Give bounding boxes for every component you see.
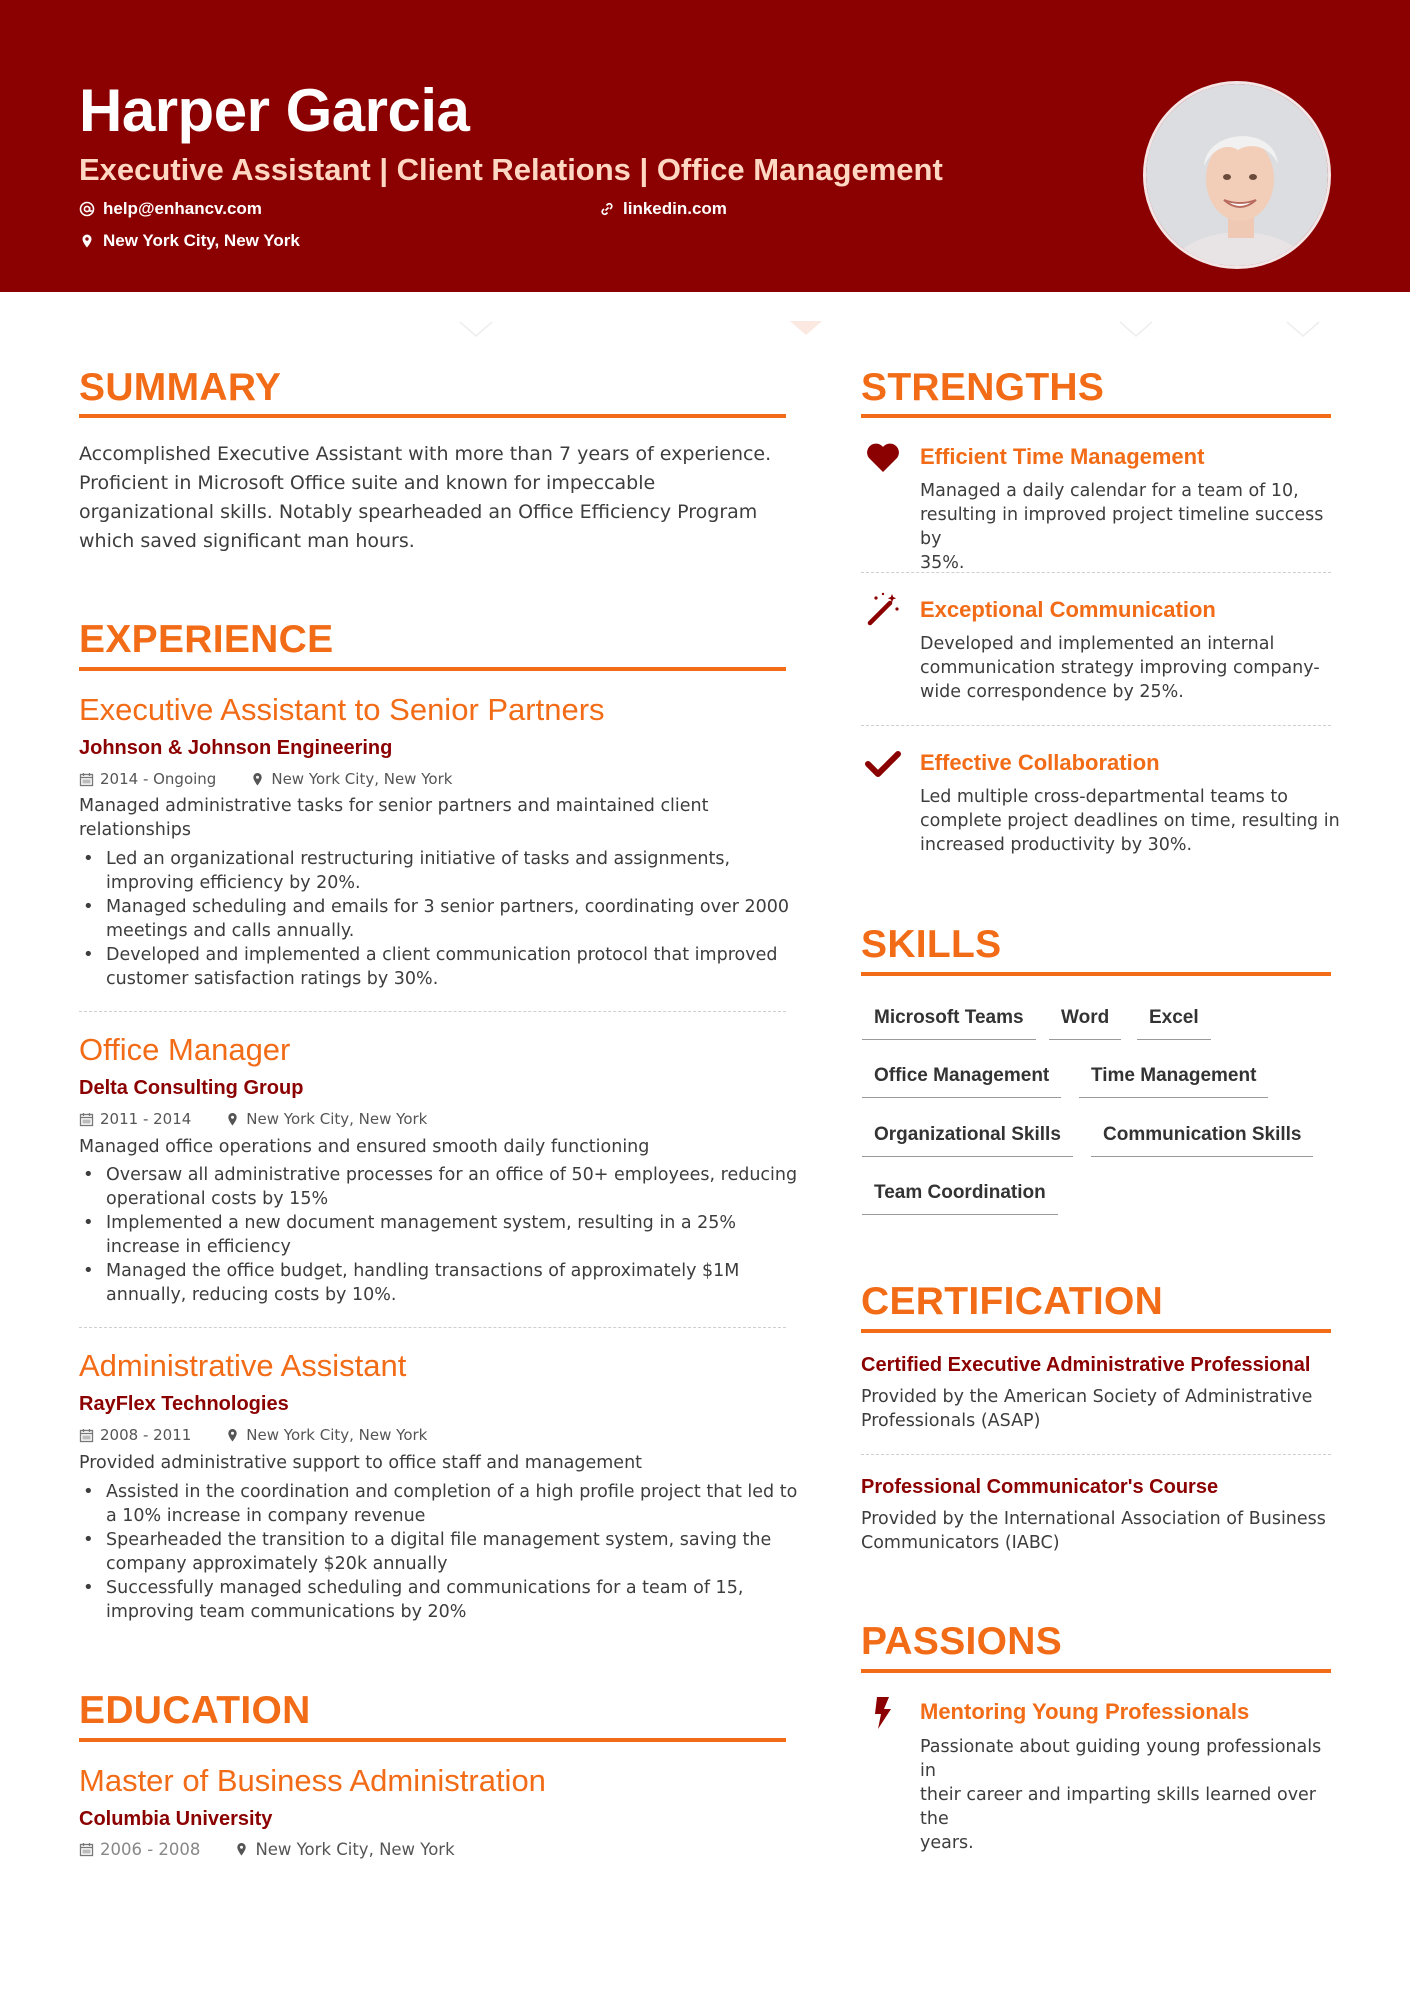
experience-heading: EXPERIENCE [79,618,334,661]
bullet-item: • Managed scheduling and emails for 3 senior partners, coordinating over 2000 meetings and calls annually. [79,895,799,943]
skill-tag: Communication Skills [1091,1124,1313,1157]
job-location: New York City, New York [246,1426,428,1444]
job-dates: 2011 - 2014 [100,1110,192,1128]
job-bullets [79,1163,799,1307]
education-meta [79,1840,455,1859]
location-text: New York City, New York [103,231,300,250]
bullet-item: • Developed and implemented a client communication protocol that improved customer satisfaction ratings by 30%. [79,943,799,991]
bullet-item: • Led an organizational restructuring initiative of tasks and assignments, improving efficiency by 20%. [79,847,799,895]
education-location: New York City, New York [255,1840,455,1859]
job-description: Managed office operations and ensured smooth daily functioning [79,1137,650,1157]
passion-line: years. [920,1833,974,1853]
certification-description [861,1507,1331,1555]
magic-wand-icon [864,590,902,628]
strength-line: complete project deadlines on time, resulting in [920,811,1340,831]
bullet-item: • Implemented a new document management system, resulting in a 25% increase in efficiency [79,1211,799,1259]
company-name: RayFlex Technologies [79,1393,289,1415]
certification-line: Communicators (IABC) [861,1533,1060,1553]
passion-line: Passionate about guiding young professionals in [920,1737,1322,1781]
passion-title: Mentoring Young Professionals [920,1699,1250,1724]
passions-heading: PASSIONS [861,1620,1063,1663]
school-name: Columbia University [79,1808,273,1830]
job-title: Executive Assistant to Senior Partners [79,692,605,727]
education-dates: 2006 - 2008 [100,1840,201,1859]
skill-tag: Time Management [1079,1065,1268,1098]
profile-photo [1143,81,1331,269]
job-meta [79,1110,427,1128]
job-dates: 2014 - Ongoing [100,770,217,788]
divider [861,572,1331,573]
strengths-heading: STRENGTHS [861,366,1105,409]
job-dates: 2008 - 2011 [100,1426,192,1444]
link-icon [599,201,615,217]
certification-line: Professionals (ASAP) [861,1411,1041,1431]
job-bullets [79,847,799,991]
location-pin-icon [250,772,265,787]
skill-tag: Word [1049,1007,1121,1040]
candidate-name: Harper Garcia [79,77,470,144]
location-contact [79,231,300,251]
divider [79,1011,786,1012]
skills-rule [861,972,1331,976]
location-pin-icon [79,233,95,249]
summary-line: Accomplished Executive Assistant with more than 7 years of experience. [79,443,772,465]
experience-rule [79,667,786,671]
divider [861,1454,1331,1455]
strength-line: resulting in improved project timeline success by [920,505,1324,549]
strengths-rule [861,414,1331,418]
summary-text [79,440,799,556]
passions-rule [861,1669,1331,1673]
degree-title: Master of Business Administration [79,1763,546,1798]
job-title: Office Manager [79,1032,291,1067]
strength-title: Exceptional Communication [920,597,1216,622]
strength-line: Developed and implemented an internal [920,634,1275,654]
linkedin-text: linkedin.com [623,199,727,218]
candidate-title: Executive Assistant | Client Relations | Office Management [79,152,943,187]
email-contact[interactable] [79,199,262,219]
divider [861,725,1331,726]
calendar-icon [79,1428,94,1443]
passion-line: their career and imparting skills learned over the [920,1785,1317,1829]
passion-description [920,1735,1340,1855]
strength-title: Efficient Time Management [920,444,1205,469]
strength-line: Managed a daily calendar for a team of 10, [920,481,1299,501]
job-location: New York City, New York [271,770,453,788]
calendar-icon [79,1842,94,1857]
education-heading: EDUCATION [79,1689,311,1732]
strength-line: 35%. [920,553,965,573]
strength-title: Effective Collaboration [920,750,1160,775]
bullet-item: • Assisted in the coordination and completion of a high profile project that led to a 10% increase in company revenue [79,1480,799,1528]
skill-tag: Microsoft Teams [862,1007,1036,1040]
job-description: Managed administrative tasks for senior partners and maintained client relationships [79,796,709,840]
decorative-chevron [1285,320,1321,338]
summary-heading: SUMMARY [79,366,282,409]
job-meta [79,770,452,788]
job-meta [79,1426,427,1444]
strength-description [920,632,1340,704]
linkedin-contact[interactable] [599,199,727,219]
lightning-icon [864,1694,902,1732]
certification-title: Professional Communicator's Course [861,1476,1219,1498]
education-rule [79,1738,786,1742]
divider [79,1327,786,1328]
certification-title: Certified Executive Administrative Professional [861,1354,1311,1376]
skill-tag: Office Management [862,1065,1061,1098]
location-pin-icon [234,1842,249,1857]
heart-icon [864,438,902,476]
certification-description [861,1385,1331,1433]
strength-line: communication strategy improving company- [920,658,1320,678]
certification-heading: CERTIFICATION [861,1280,1164,1323]
certification-line: Provided by the International Association of Business [861,1509,1326,1529]
decorative-chevron [458,320,494,338]
strength-line: increased productivity by 30%. [920,835,1193,855]
summary-rule [79,414,786,418]
skills-heading: SKILLS [861,923,1002,966]
bullet-item: • Successfully managed scheduling and communications for a team of 15, improving team communications by 20% [79,1576,799,1624]
decorative-chevron [1118,320,1154,338]
job-bullets [79,1480,799,1624]
resume-header [0,0,1410,292]
location-pin-icon [225,1428,240,1443]
strength-line: wide correspondence by 25%. [920,682,1184,702]
summary-line: Proficient in Microsoft Office suite and known for impeccable [79,472,656,494]
calendar-icon [79,772,94,787]
company-name: Delta Consulting Group [79,1077,304,1099]
strength-description [920,785,1340,857]
bullet-item: • Managed the office budget, handling transactions of approximately $1M annually, reducing costs by 10%. [79,1259,799,1307]
summary-line: which saved significant man hours. [79,530,415,552]
certification-rule [861,1329,1331,1333]
decorative-chevron [788,320,824,338]
strength-line: Led multiple cross-departmental teams to [920,787,1288,807]
job-location: New York City, New York [246,1110,428,1128]
checkmark-icon [864,745,902,783]
bullet-item: • Oversaw all administrative processes for an office of 50+ employees, reducing operational costs by 15% [79,1163,799,1211]
certification-line: Provided by the American Society of Administrative [861,1387,1313,1407]
strength-description [920,479,1340,575]
skill-tag: Organizational Skills [862,1124,1073,1157]
company-name: Johnson & Johnson Engineering [79,737,393,759]
skill-tag: Excel [1137,1007,1211,1040]
location-pin-icon [225,1112,240,1127]
calendar-icon [79,1112,94,1127]
job-title: Administrative Assistant [79,1348,407,1383]
job-description: Provided administrative support to office staff and management [79,1453,643,1473]
skill-tag: Team Coordination [862,1182,1058,1215]
bullet-item: • Spearheaded the transition to a digital file management system, saving the company approximately $20k annually [79,1528,799,1576]
email-text: help@enhancv.com [103,199,262,218]
summary-line: organizational skills. Notably spearheaded an Office Efficiency Program [79,501,758,523]
at-icon [79,201,95,217]
